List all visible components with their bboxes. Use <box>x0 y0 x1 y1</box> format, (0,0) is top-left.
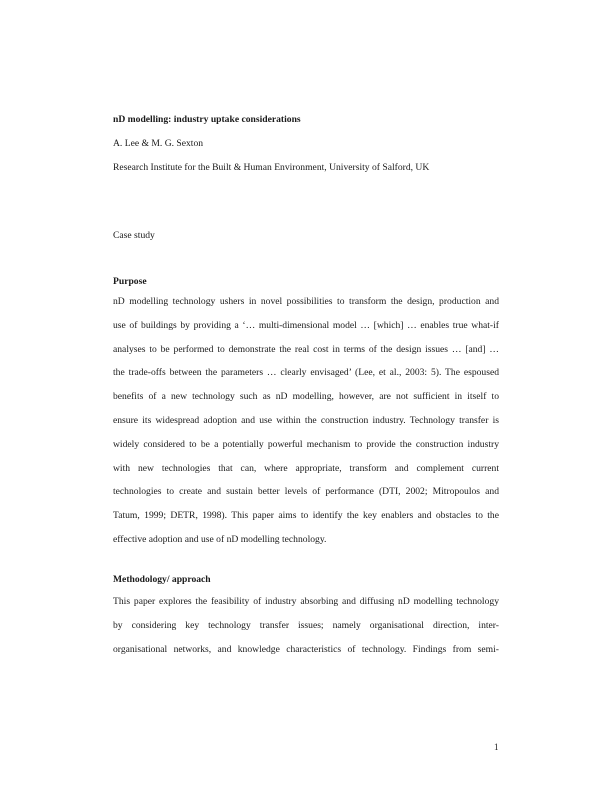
page-number: 1 <box>494 742 499 752</box>
paper-affiliation: Research Institute for the Built & Human Environment, University of Salford, UK <box>113 162 430 173</box>
paragraph-line: the trade-offs between the parameters … clearly envisaged’ (Lee, et al., 2003: 5). The espoused <box>113 367 499 379</box>
paragraph-line: by considering key technology transfer issues; namely organisational direction, inter- <box>113 619 499 631</box>
paragraph-line: with new technologies that can, where appropriate, transform and complement current <box>113 462 499 474</box>
section-heading-methodology: Methodology/ approach <box>113 574 211 585</box>
paragraph-line: ensure its widespread adoption and use within the construction industry. Technology transfer is <box>113 414 499 426</box>
paragraph-line: organisational networks, and knowledge characteristics of technology. Findings from semi- <box>113 643 499 655</box>
article-type: Case study <box>113 230 155 241</box>
paragraph-line: technologies to create and sustain better levels of performance (DTI, 2002; Mitropoulos and <box>113 486 499 498</box>
paragraph-line: Tatum, 1999; DETR, 1998). This paper aims to identify the key enablers and obstacles to the <box>113 510 499 522</box>
section-body-methodology <box>113 596 499 667</box>
paragraph-line: effective adoption and use of nD modelling technology. <box>113 533 327 545</box>
section-heading-purpose: Purpose <box>113 276 147 287</box>
paragraph-line: nD modelling technology ushers in novel possibilities to transform the design, production and <box>113 296 499 307</box>
paragraph-line: This paper explores the feasibility of industry absorbing and diffusing nD modelling technology <box>113 596 499 607</box>
paragraph-line: analyses to be performed to demonstrate the real cost in terms of the design issues … [and] … <box>113 343 499 355</box>
paragraph-line: widely considered to be a potentially powerful mechanism to provide the construction industry <box>113 438 499 450</box>
paragraph-line: benefits of a new technology such as nD modelling, however, are not sufficient in itself to <box>113 391 499 403</box>
section-body-purpose <box>113 296 499 558</box>
paper-title: nD modelling: industry uptake considerations <box>113 114 301 125</box>
paper-authors: A. Lee & M. G. Sexton <box>113 138 204 149</box>
paragraph-line: use of buildings by providing a ‘… multi-dimensional model … [which] … enables true what-if <box>113 319 499 331</box>
